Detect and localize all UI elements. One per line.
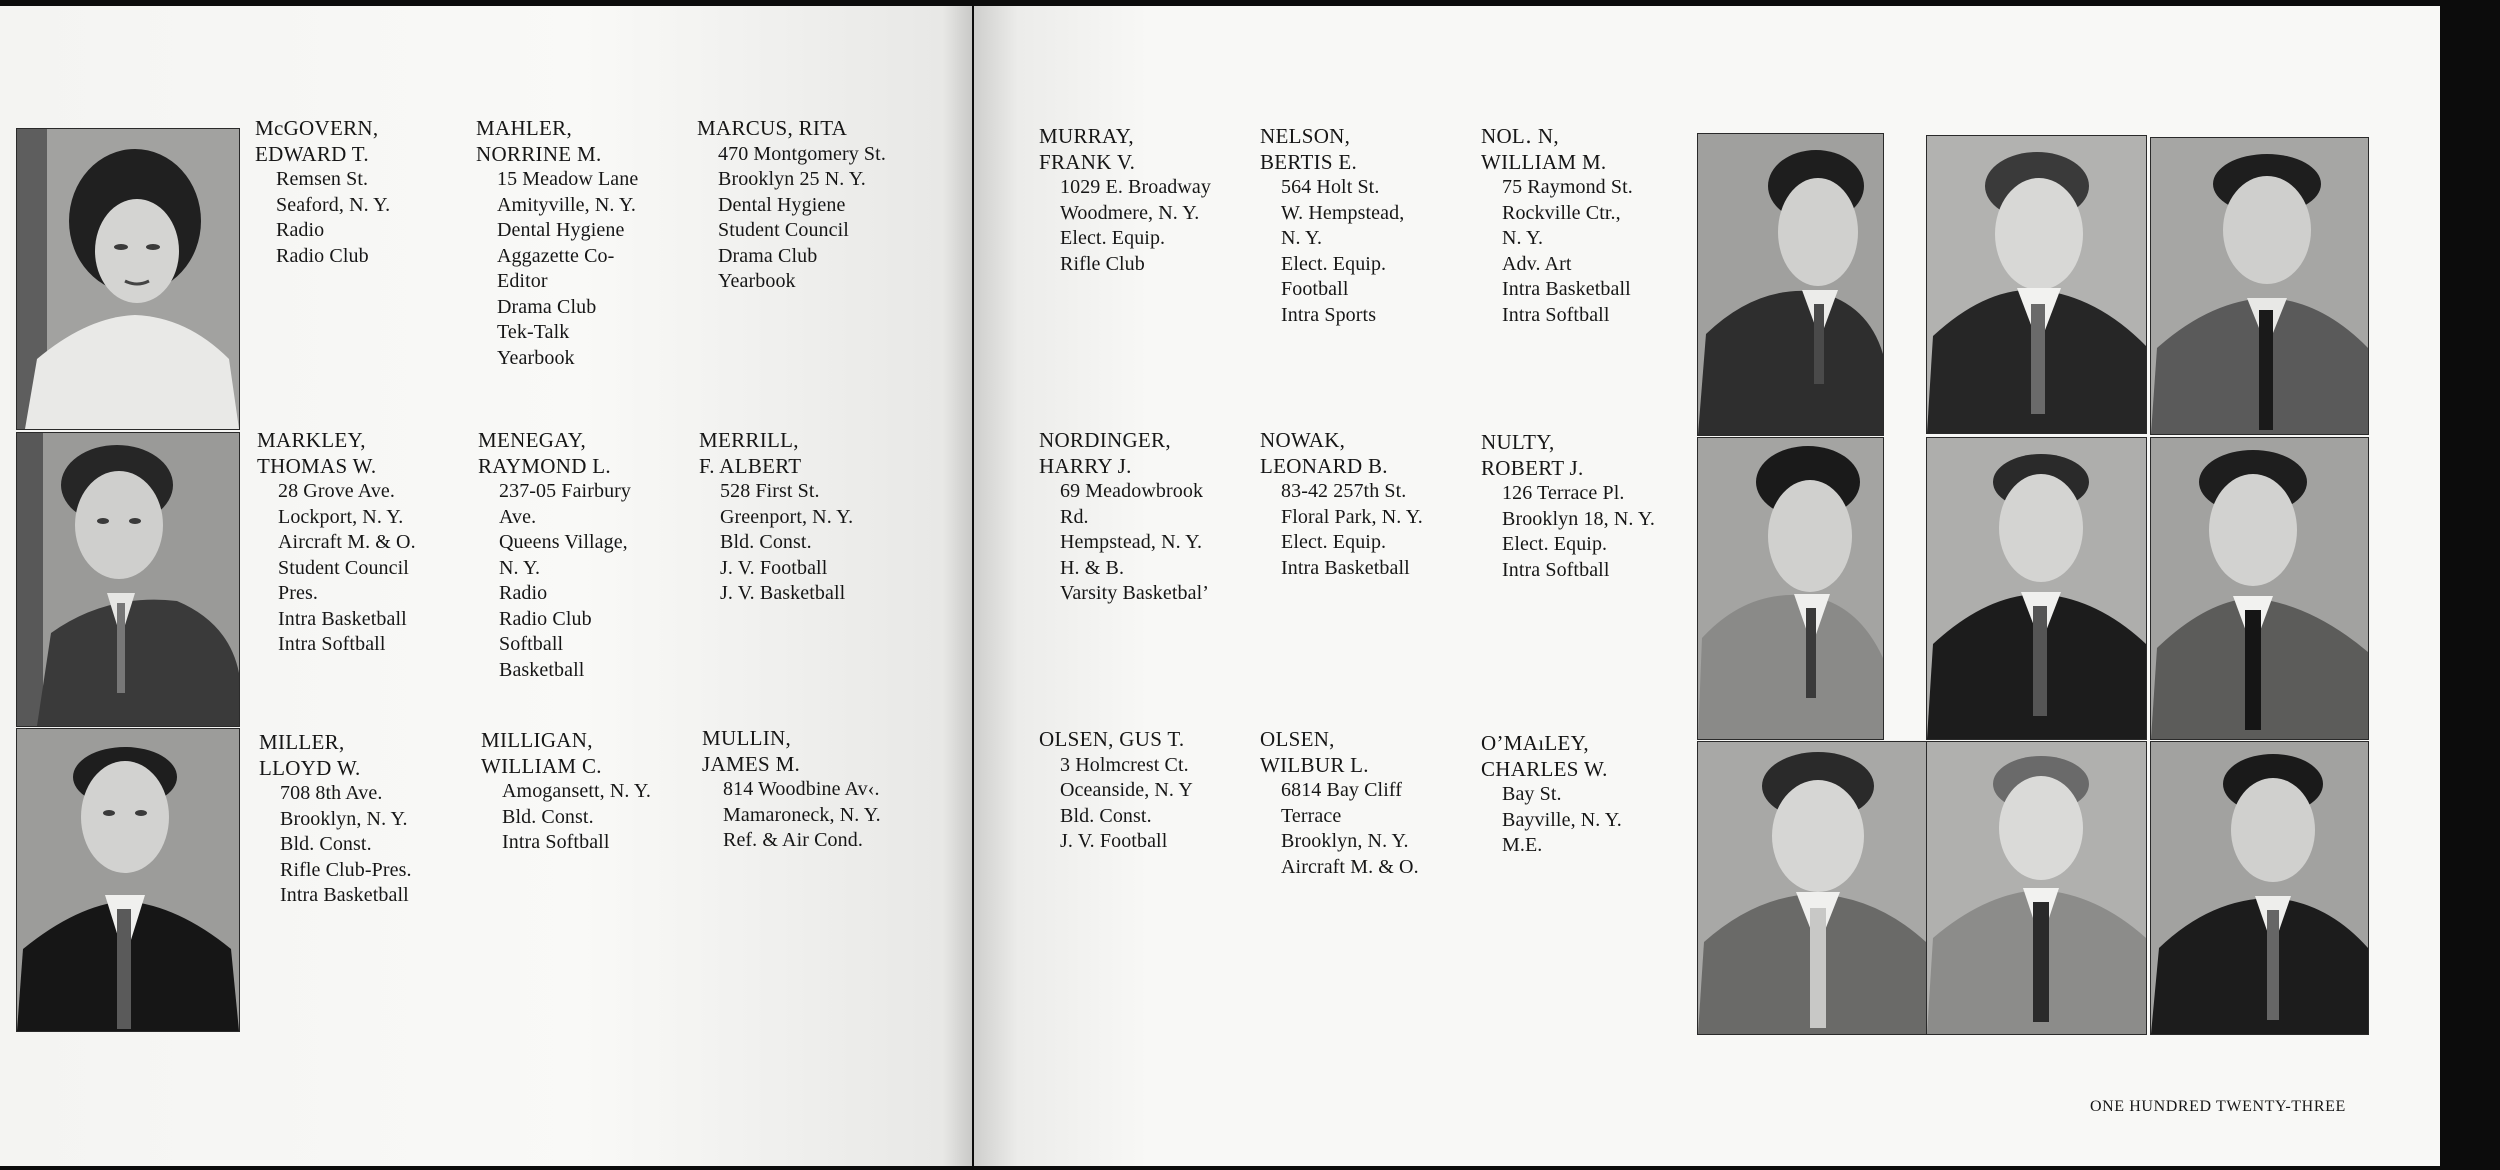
student-entry bbox=[1481, 124, 1706, 328]
info-line: Yearbook bbox=[718, 270, 796, 292]
student-name-line1: NULTY, bbox=[1481, 430, 1555, 454]
info-line: 708 8th Ave. bbox=[280, 782, 383, 804]
student-entry bbox=[1039, 124, 1264, 277]
info-line: 69 Meadowbrook bbox=[1060, 480, 1204, 502]
student-name-line2: THOMAS W. bbox=[257, 453, 377, 478]
student-name-line2: CHARLES W. bbox=[1481, 756, 1608, 781]
info-line: Remsen St. bbox=[276, 168, 369, 190]
info-line: 470 Montgomery St. bbox=[718, 142, 886, 165]
student-entry bbox=[697, 116, 922, 295]
student-name-line2: FRANK V. bbox=[1039, 149, 1136, 174]
student-entry bbox=[1481, 731, 1706, 859]
info-line: Brooklyn, N. Y. bbox=[1281, 830, 1409, 852]
info-line: 237-05 Fairbury bbox=[499, 480, 632, 502]
student-name-line2: BERTIS E. bbox=[1260, 149, 1358, 174]
info-line: Drama Club bbox=[718, 244, 818, 267]
info-line: Hempstead, N. Y. bbox=[1060, 531, 1203, 553]
student-name-line2: F. ALBERT bbox=[699, 453, 802, 478]
info-line: 28 Grove Ave. bbox=[278, 480, 396, 502]
portrait-photo bbox=[1697, 133, 1884, 436]
info-line: 83-42 257th St. bbox=[1281, 480, 1407, 502]
student-name-line1: O’MAıLEY, bbox=[1481, 731, 1589, 755]
student-entry bbox=[478, 428, 703, 683]
info-line: Intra Softball bbox=[502, 831, 610, 853]
info-line: 528 First St. bbox=[720, 480, 820, 502]
info-line: Aircraft M. & O. bbox=[278, 531, 416, 553]
info-line: Pres. bbox=[278, 582, 318, 604]
portrait-photo bbox=[2150, 741, 2369, 1035]
student-entry bbox=[1039, 428, 1264, 607]
student-name-line1: OLSEN, bbox=[1260, 727, 1335, 751]
portrait-photo bbox=[16, 432, 240, 727]
info-line: 15 Meadow Lane bbox=[497, 168, 639, 190]
info-line: Intra Basketball bbox=[1502, 278, 1631, 300]
info-line: Intra Basketball bbox=[280, 884, 409, 906]
student-name-line1: OLSEN, GUS T. bbox=[1039, 727, 1185, 751]
student-name-line2: LEONARD B. bbox=[1260, 453, 1388, 478]
portrait-photo bbox=[2150, 437, 2369, 740]
student-name-line1: NOWAK, bbox=[1260, 428, 1346, 452]
info-line: Aggazette Co- bbox=[497, 244, 615, 267]
portrait-photo bbox=[1926, 741, 2147, 1035]
info-line: Bld. Const. bbox=[502, 805, 594, 828]
info-line: Football bbox=[1281, 278, 1349, 300]
student-name-line1: MARKLEY, bbox=[257, 428, 366, 452]
student-name-line2: HARRY J. bbox=[1039, 453, 1132, 478]
info-line: Elect. Equip. bbox=[1281, 531, 1387, 553]
info-line: W. Hempstead, bbox=[1281, 201, 1405, 224]
info-line: Elect. Equip. bbox=[1060, 227, 1166, 249]
student-name-line1: MILLIGAN, bbox=[481, 728, 593, 752]
info-line: Student Council bbox=[718, 219, 849, 241]
student-entry bbox=[481, 728, 706, 856]
info-line: N. Y. bbox=[499, 556, 541, 579]
student-name-line2: WILLIAM C. bbox=[481, 753, 602, 778]
info-line: Brooklyn 25 N. Y. bbox=[718, 168, 866, 190]
student-name-line1: MARCUS, RITA bbox=[697, 116, 848, 140]
info-line: Queens Village, bbox=[499, 531, 628, 553]
student-entry bbox=[255, 116, 480, 269]
info-line: Brooklyn, N. Y. bbox=[280, 807, 408, 830]
page-number: ONE HUNDRED TWENTY-THREE bbox=[2090, 1098, 2346, 1115]
portrait-photo bbox=[1926, 437, 2147, 740]
student-name-line2: NORRINE M. bbox=[476, 141, 602, 166]
student-name-line1: MENEGAY, bbox=[478, 428, 587, 452]
student-name-line1: MURRAY, bbox=[1039, 124, 1134, 148]
info-line: 126 Terrace Pl. bbox=[1502, 482, 1625, 504]
info-line: Elect. Equip. bbox=[1502, 533, 1608, 555]
student-name-line1: NOL․ N, bbox=[1481, 124, 1559, 148]
info-line: Terrace bbox=[1281, 804, 1342, 827]
student-entry bbox=[1260, 428, 1485, 581]
info-line: Amogansett, N. Y. bbox=[502, 780, 651, 802]
info-line: Elect. Equip. bbox=[1281, 252, 1387, 275]
info-line: Radio bbox=[276, 219, 325, 241]
info-line: N. Y. bbox=[1502, 227, 1544, 249]
portrait-photo bbox=[16, 728, 240, 1032]
info-line: Dental Hygiene bbox=[718, 193, 846, 216]
info-line: Radio Club bbox=[276, 244, 369, 267]
portrait-photo bbox=[1697, 741, 1927, 1035]
info-line: Greenport, N. Y. bbox=[720, 505, 854, 528]
info-line: 1029 E. Broadway bbox=[1060, 176, 1212, 198]
student-name-line1: MERRILL, bbox=[699, 428, 799, 452]
student-name-line1: NORDINGER, bbox=[1039, 428, 1171, 452]
portrait-photo bbox=[1926, 135, 2147, 434]
info-line: Basketball bbox=[499, 658, 585, 681]
student-entry bbox=[1260, 727, 1485, 880]
student-name-line2: WILBUR L. bbox=[1260, 752, 1369, 777]
student-name-line1: MILLER, bbox=[259, 730, 345, 754]
info-line: Rd. bbox=[1060, 505, 1089, 528]
portrait-photo bbox=[2150, 137, 2369, 435]
info-line: Aircraft M. & O. bbox=[1281, 855, 1419, 878]
info-line: M.E. bbox=[1502, 834, 1543, 856]
student-name-line2: EDWARD T. bbox=[255, 141, 369, 166]
info-line: J. V. Football bbox=[1060, 830, 1168, 852]
info-line: Ave. bbox=[499, 505, 537, 528]
info-line: Bay St. bbox=[1502, 783, 1562, 805]
info-line: 814 Woodbine Av‹. bbox=[723, 778, 880, 800]
info-line: Oceanside, N. Y bbox=[1060, 779, 1193, 801]
info-line: Student Council bbox=[278, 556, 409, 579]
student-name-line2: ROBERT J. bbox=[1481, 455, 1584, 480]
info-line: Brooklyn 18, N. Y. bbox=[1502, 507, 1655, 530]
info-line: Editor bbox=[497, 270, 548, 292]
info-line: Rifle Club bbox=[1060, 252, 1145, 275]
info-line: Bld. Const. bbox=[1060, 804, 1152, 827]
info-line: Drama Club bbox=[497, 295, 597, 318]
portrait-photo bbox=[1697, 437, 1884, 740]
info-line: Dental Hygiene bbox=[497, 219, 625, 241]
info-line: Ref. & Air Cond. bbox=[723, 829, 863, 851]
student-name-line1: NELSON, bbox=[1260, 124, 1351, 148]
student-name-line2: WILLIAM M. bbox=[1481, 149, 1607, 174]
info-line: Radio bbox=[499, 582, 548, 604]
info-line: Seaford, N. Y. bbox=[276, 193, 391, 216]
student-entry bbox=[702, 726, 927, 854]
portrait-photo bbox=[16, 128, 240, 430]
student-entry bbox=[476, 116, 701, 371]
info-line: J. V. Football bbox=[720, 556, 828, 579]
info-line: Yearbook bbox=[497, 346, 575, 369]
student-name-line1: McGOVERN, bbox=[255, 116, 379, 140]
info-line: 75 Raymond St. bbox=[1502, 176, 1633, 198]
info-line: Varsity Basketbal’ bbox=[1060, 582, 1209, 604]
info-line: Softball bbox=[499, 633, 564, 655]
student-entry bbox=[1039, 727, 1264, 855]
info-line: Tek-Talk bbox=[497, 321, 570, 343]
info-line: Woodmere, N. Y. bbox=[1060, 201, 1200, 224]
info-line: Intra Basketball bbox=[278, 607, 407, 630]
info-line: J. V. Basketball bbox=[720, 582, 846, 604]
student-entry bbox=[699, 428, 924, 607]
info-line: Intra Softball bbox=[1502, 558, 1610, 581]
student-name-line2: JAMES M. bbox=[702, 751, 801, 776]
info-line: Radio Club bbox=[499, 607, 592, 630]
info-line: Mamaroneck, N. Y. bbox=[723, 803, 881, 826]
info-line: Bayville, N. Y. bbox=[1502, 808, 1622, 831]
student-name-line1: MAHLER, bbox=[476, 116, 573, 140]
student-name-line2: RAYMOND L. bbox=[478, 453, 611, 478]
info-line: Amityville, N. Y. bbox=[497, 193, 636, 216]
student-entry bbox=[259, 730, 484, 909]
info-line: 6814 Bay Cliff bbox=[1281, 779, 1403, 801]
info-line: Lockport, N. Y. bbox=[278, 505, 404, 528]
info-line: Floral Park, N. Y. bbox=[1281, 505, 1423, 528]
info-line: Adv. Art bbox=[1502, 252, 1572, 275]
info-line: Intra Basketball bbox=[1281, 556, 1410, 579]
info-line: Rockville Ctr., bbox=[1502, 201, 1621, 224]
info-line: 3 Holmcrest Ct. bbox=[1060, 753, 1189, 776]
info-line: H. & B. bbox=[1060, 556, 1125, 579]
student-entry bbox=[257, 428, 482, 658]
info-line: Bld. Const. bbox=[280, 833, 372, 855]
info-line: Intra Softball bbox=[278, 633, 386, 655]
info-line: Rifle Club-Pres. bbox=[280, 858, 412, 881]
student-name-line2: LLOYD W. bbox=[259, 755, 361, 780]
info-line: Intra Softball bbox=[1502, 303, 1610, 326]
info-line: Intra Sports bbox=[1281, 303, 1377, 326]
student-entry bbox=[1481, 430, 1706, 583]
info-line: Bld. Const. bbox=[720, 531, 812, 553]
student-entry bbox=[1260, 124, 1485, 328]
student-name-line1: MULLIN, bbox=[702, 726, 792, 750]
info-line: N. Y. bbox=[1281, 227, 1323, 249]
info-line: 564 Holt St. bbox=[1281, 176, 1380, 198]
